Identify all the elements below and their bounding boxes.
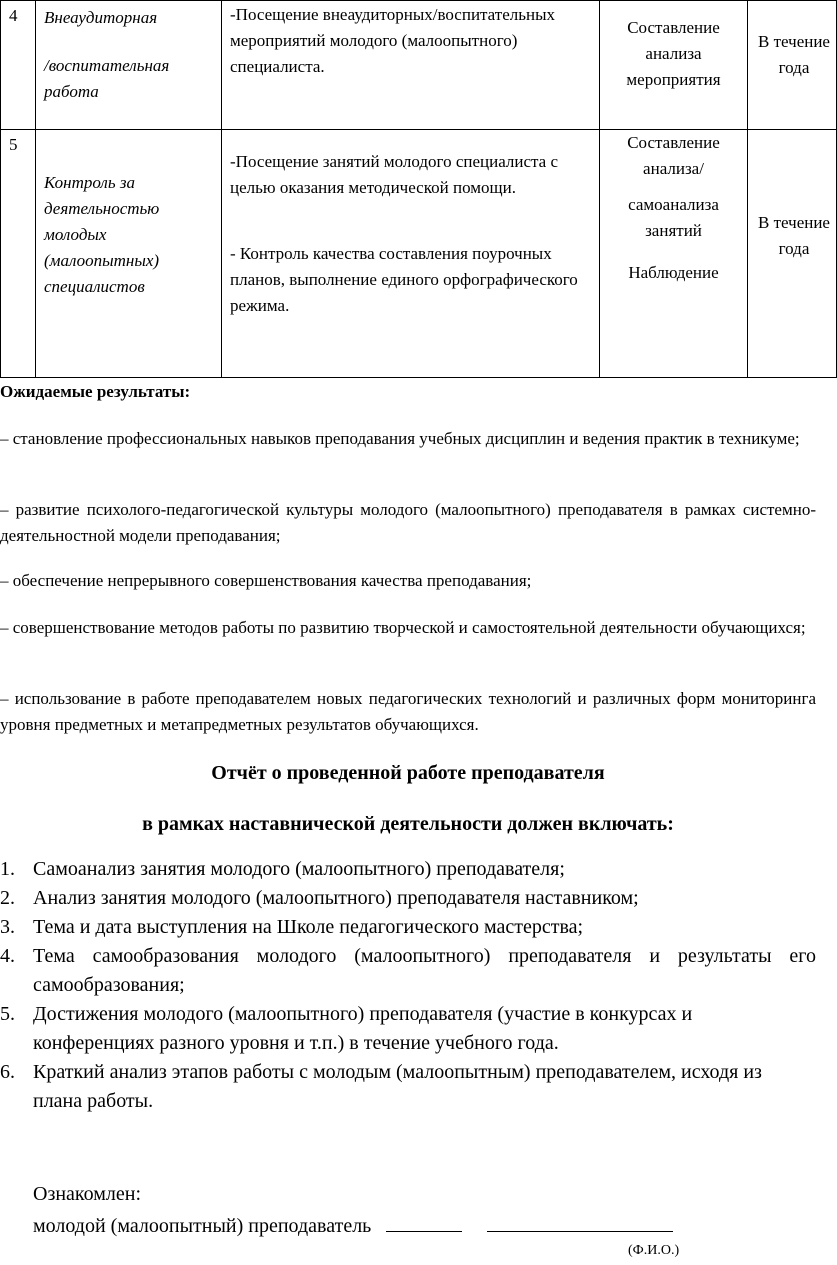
- list-text: Самоанализ занятия молодого (малоопытного) преподавателя;: [33, 858, 565, 880]
- report-list: [0, 855, 816, 1116]
- list-number: 5.: [0, 1003, 15, 1025]
- signature-line: [33, 1215, 673, 1238]
- list-number: 6.: [0, 1061, 15, 1083]
- activity-text: -Посещение занятий молодого специалиста с целью оказания методической помощи.: [230, 152, 558, 197]
- list-text: Краткий анализ этапов работы с молодым (малоопытным) преподавателем, исходя из плана работы.: [33, 1061, 762, 1112]
- term-cell: [748, 130, 837, 378]
- work-area-cell: [36, 130, 222, 378]
- form-text: Составление анализа/: [627, 133, 720, 178]
- signature-label: молодой (малоопытный) преподаватель: [33, 1215, 372, 1237]
- fio-caption: (Ф.И.О.): [628, 1243, 680, 1258]
- list-number: 4.: [0, 945, 15, 967]
- list-text: Тема самообразования молодого (малоопытного) преподавателя и результаты его самообразования;: [33, 945, 816, 996]
- result-item: – совершенствование методов работы по развитию творческой и самостоятельной деятельности обучающихся;: [0, 618, 806, 637]
- activity-text: -Посещение внеаудиторных/воспитательных мероприятий молодого (малоопытного) специалиста.: [230, 5, 556, 76]
- fio-blank[interactable]: [487, 1227, 673, 1232]
- work-area-cell: [36, 1, 222, 130]
- list-item: [0, 942, 816, 1000]
- signature-blank[interactable]: [386, 1227, 462, 1232]
- list-item: [0, 913, 816, 942]
- work-area-text: /воспитательная: [44, 56, 170, 75]
- form-text: Наблюдение: [628, 263, 719, 282]
- term-text: В течение года: [758, 32, 830, 77]
- list-item: [0, 855, 816, 884]
- row-number: 5: [1, 130, 36, 378]
- list-item: [0, 1000, 816, 1058]
- term-cell: [748, 1, 837, 130]
- form-cell: [600, 130, 748, 378]
- list-item: [0, 1058, 816, 1116]
- row-number: 4: [1, 1, 36, 130]
- list-text: Тема и дата выступления на Школе педагогического мастерства;: [33, 916, 584, 938]
- list-item: [0, 884, 816, 913]
- work-area-text: Внеаудиторная: [44, 8, 158, 27]
- form-text: Составление анализа мероприятия: [626, 18, 721, 89]
- results-heading: Ожидаемые результаты:: [0, 382, 191, 401]
- work-area-text: Контроль за деятельностью молодых (малоопытных) специалистов: [44, 173, 160, 296]
- form-text: самоанализа занятий: [628, 195, 719, 240]
- acquainted-label: Ознакомлен:: [33, 1183, 142, 1205]
- result-item: – использование в работе преподавателем новых педагогических технологий и различных форм мониторинга уровня предметных и метапредметных результатов обучающихся.: [0, 689, 816, 734]
- plan-table: [0, 0, 837, 378]
- form-cell: [600, 1, 748, 130]
- work-area-text: работа: [44, 82, 99, 101]
- table-row: [1, 1, 837, 130]
- report-title: Отчёт о проведенной работе преподавателя: [211, 762, 605, 784]
- activities-cell: [222, 1, 600, 130]
- list-number: 2.: [0, 887, 15, 909]
- activities-cell: [222, 130, 600, 378]
- result-item: – развитие психолого-педагогической культуры молодого (малоопытного) преподавателя в рамках системно-деятельностной модели преподавания;: [0, 500, 816, 545]
- term-text: В течение года: [758, 213, 830, 258]
- report-subtitle: в рамках наставнической деятельности должен включать:: [142, 813, 674, 835]
- activity-text: - Контроль качества составления поурочных планов, выполнение единого орфографического режима.: [230, 244, 578, 315]
- result-item: – обеспечение непрерывного совершенствования качества преподавания;: [0, 571, 532, 590]
- list-text: Достижения молодого (малоопытного) преподавателя (участие в конкурсах и конференциях разного уровня и т.п.) в течение учебного года.: [33, 1003, 693, 1054]
- table-row: [1, 130, 837, 378]
- list-text: Анализ занятия молодого (малоопытного) преподавателя наставником;: [33, 887, 639, 909]
- result-item: – становление профессиональных навыков преподавания учебных дисциплин и ведения практик в техникуме;: [0, 429, 800, 448]
- list-number: 1.: [0, 858, 15, 880]
- list-number: 3.: [0, 916, 15, 938]
